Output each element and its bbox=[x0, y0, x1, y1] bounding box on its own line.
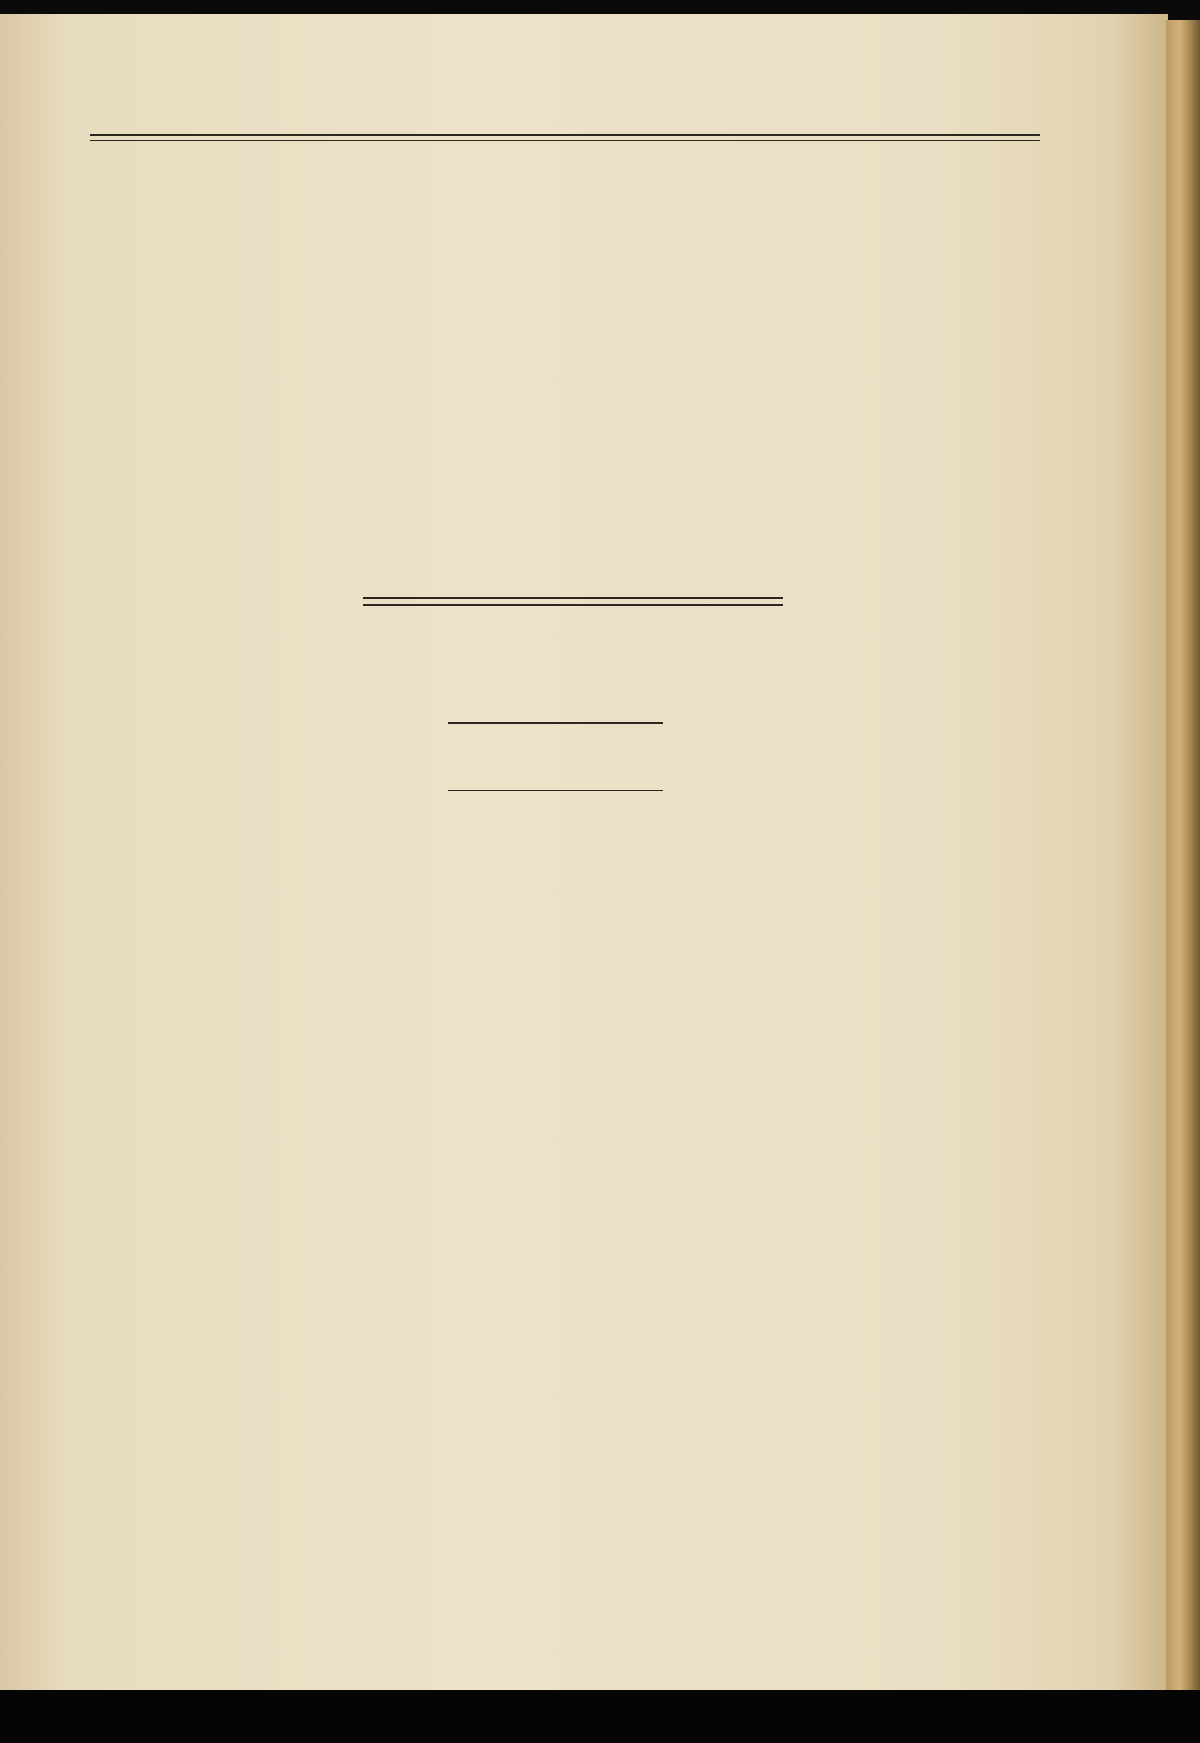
section-rule-bottom bbox=[363, 604, 783, 606]
book-page bbox=[0, 14, 1168, 1692]
header-rule-top bbox=[90, 134, 1040, 136]
header-rule-bottom bbox=[90, 140, 1040, 141]
running-header bbox=[90, 100, 1040, 134]
bottom-shadow bbox=[0, 1690, 1200, 1743]
page-edge bbox=[1166, 20, 1200, 1700]
section-rule-top bbox=[363, 597, 783, 599]
title-rule bbox=[448, 722, 663, 724]
subtitle-rule bbox=[448, 790, 663, 791]
